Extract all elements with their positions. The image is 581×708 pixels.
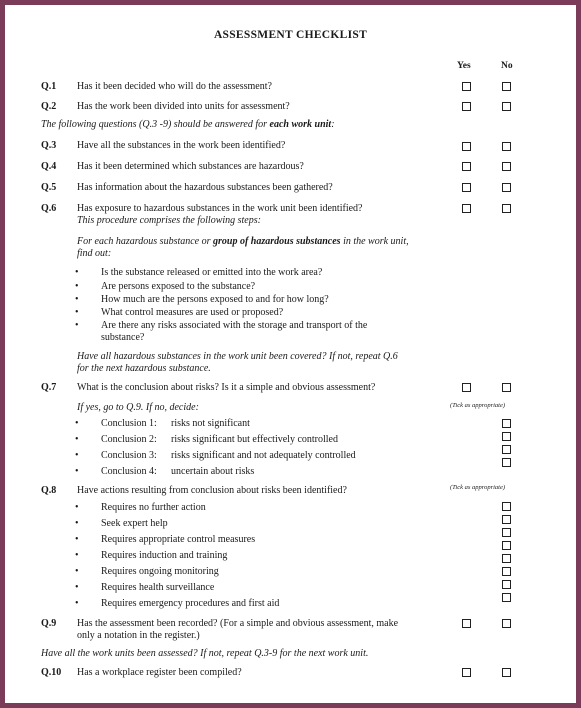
q6-covered-note: Have all hazardous substances in the work unit been covered? If not, repeat Q.6	[77, 351, 398, 362]
q7-if-yes-note: If yes, go to Q.9. If no, decide:	[77, 402, 199, 413]
q1-text: Has it been decided who will do the assessment?	[77, 81, 272, 92]
conclusion-text: uncertain about risks	[171, 466, 255, 477]
bullet: •	[75, 281, 79, 292]
page-title: ASSESSMENT CHECKLIST	[213, 29, 368, 41]
q5-yes-checkbox[interactable]	[462, 183, 471, 192]
conclusion-2-checkbox[interactable]	[502, 432, 511, 441]
q6-find-out: find out:	[77, 248, 112, 259]
q8-tick-note: (Tick as appropriate)	[450, 484, 506, 491]
bullet: •	[75, 418, 79, 429]
bullet: •	[75, 582, 79, 593]
bullet: •	[75, 307, 79, 318]
bullet: •	[75, 294, 79, 305]
q2-yes-checkbox[interactable]	[462, 102, 471, 111]
q7-no-checkbox[interactable]	[502, 383, 511, 392]
action-item: Requires appropriate control measures	[101, 534, 256, 545]
conclusion-label: Conclusion 3:	[101, 450, 157, 461]
q8-number: Q.8	[41, 485, 57, 496]
bullet: •	[75, 434, 79, 445]
bullet: •	[75, 502, 79, 513]
conclusion-1-checkbox[interactable]	[502, 419, 511, 428]
q5-text: Has information about the hazardous substances been gathered?	[77, 182, 333, 193]
conclusion-3-checkbox[interactable]	[502, 445, 511, 454]
action-item: Requires emergency procedures and first aid	[101, 598, 280, 609]
action-item: Requires ongoing monitoring	[101, 566, 219, 577]
q1-yes-checkbox[interactable]	[462, 82, 471, 91]
q8-text: Have actions resulting from conclusion about risks been identified?	[77, 485, 347, 496]
q3-yes-checkbox[interactable]	[462, 142, 471, 151]
q9-text: Has the assessment been recorded? (For a simple and obvious assessment, make	[77, 618, 399, 629]
conclusion-text: risks not significant	[171, 418, 250, 429]
q6-step: Are persons exposed to the substance?	[101, 281, 256, 292]
q1-no-checkbox[interactable]	[502, 82, 511, 91]
following-questions-note: The following questions (Q.3 -9) should be answered for each work unit:	[41, 119, 335, 130]
action-item: Requires health surveillance	[101, 582, 215, 593]
q7-yes-checkbox[interactable]	[462, 383, 471, 392]
bullet: •	[75, 320, 79, 331]
conclusion-4-checkbox[interactable]	[502, 458, 511, 467]
conclusion-label: Conclusion 1:	[101, 418, 157, 429]
conclusion-label: Conclusion 4:	[101, 466, 157, 477]
q9-no-checkbox[interactable]	[502, 619, 511, 628]
action-4-checkbox[interactable]	[502, 541, 511, 550]
bullet: •	[75, 566, 79, 577]
q2-text: Has the work been divided into units for assessment?	[77, 101, 290, 112]
action-item: Seek expert help	[101, 518, 168, 529]
conclusion-label: Conclusion 2:	[101, 434, 157, 445]
all-units-note: Have all the work units been assessed? If not, repeat Q.3-9 for the next work unit.	[41, 648, 369, 659]
yes-column-header: Yes	[457, 61, 471, 71]
q4-number: Q.4	[41, 161, 57, 172]
q3-text: Have all the substances in the work been identified?	[77, 140, 286, 151]
q10-text: Has a workplace register been compiled?	[77, 667, 242, 678]
q6-step: How much are the persons exposed to and for how long?	[101, 294, 329, 305]
bullet: •	[75, 450, 79, 461]
bullet: •	[75, 518, 79, 529]
action-7-checkbox[interactable]	[502, 580, 511, 589]
q7-number: Q.7	[41, 382, 57, 393]
q2-number: Q.2	[41, 101, 57, 112]
action-item: Requires no further action	[101, 502, 206, 513]
q6-yes-checkbox[interactable]	[462, 204, 471, 213]
q3-number: Q.3	[41, 140, 57, 151]
q4-no-checkbox[interactable]	[502, 162, 511, 171]
q6-procedure-note: This procedure comprises the following steps:	[77, 215, 261, 226]
q4-yes-checkbox[interactable]	[462, 162, 471, 171]
action-6-checkbox[interactable]	[502, 567, 511, 576]
q10-yes-checkbox[interactable]	[462, 668, 471, 677]
bullet: •	[75, 598, 79, 609]
q6-no-checkbox[interactable]	[502, 204, 511, 213]
q6-step: Are there any risks associated with the storage and transport of the	[101, 320, 368, 331]
q10-number: Q.10	[41, 667, 62, 678]
q2-no-checkbox[interactable]	[502, 102, 511, 111]
action-8-checkbox[interactable]	[502, 593, 511, 602]
bullet: •	[75, 267, 79, 278]
q6-covered-note-continued: for the next hazardous substance.	[77, 363, 211, 374]
q10-no-checkbox[interactable]	[502, 668, 511, 677]
action-5-checkbox[interactable]	[502, 554, 511, 563]
action-2-checkbox[interactable]	[502, 515, 511, 524]
bullet: •	[75, 534, 79, 545]
q6-step: Is the substance released or emitted into the work area?	[101, 267, 323, 278]
q7-tick-note: (Tick as appropriate)	[450, 402, 506, 409]
q7-text: What is the conclusion about risks? Is it a simple and obvious assessment?	[77, 382, 376, 393]
conclusion-text: risks significant and not adequately controlled	[171, 450, 356, 461]
q4-text: Has it been determined which substances are hazardous?	[77, 161, 304, 172]
q6-for-each-instruction: For each hazardous substance or group of hazardous substances in the work unit,	[77, 236, 409, 247]
q5-no-checkbox[interactable]	[502, 183, 511, 192]
q9-text-continued: only a notation in the register.)	[77, 630, 200, 641]
bullet: •	[75, 466, 79, 477]
q1-number: Q.1	[41, 81, 57, 92]
q9-number: Q.9	[41, 618, 57, 629]
bullet: •	[75, 550, 79, 561]
q6-step: What control measures are used or proposed?	[101, 307, 284, 318]
action-3-checkbox[interactable]	[502, 528, 511, 537]
q6-text: Has exposure to hazardous substances in the work unit been identified?	[77, 203, 363, 214]
action-1-checkbox[interactable]	[502, 502, 511, 511]
no-column-header: No	[501, 61, 513, 71]
checklist-page	[5, 5, 576, 703]
q6-number: Q.6	[41, 203, 57, 214]
q3-no-checkbox[interactable]	[502, 142, 511, 151]
q6-step-continued: substance?	[101, 332, 145, 343]
action-item: Requires induction and training	[101, 550, 228, 561]
q5-number: Q.5	[41, 182, 57, 193]
q9-yes-checkbox[interactable]	[462, 619, 471, 628]
conclusion-text: risks significant but effectively controlled	[171, 434, 338, 445]
